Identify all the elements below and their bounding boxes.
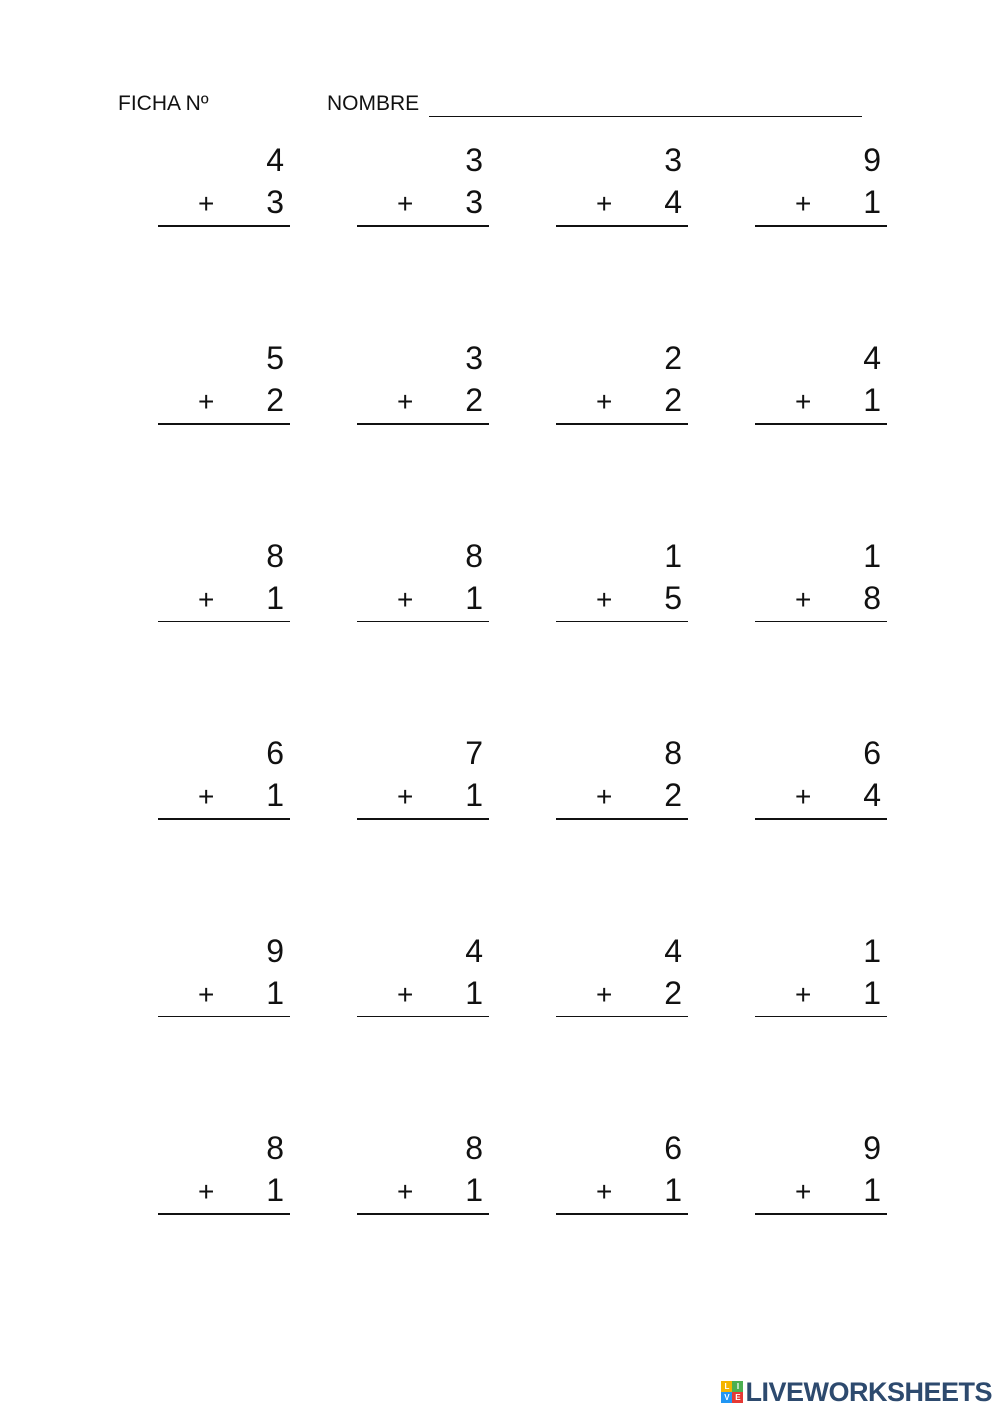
addition-problem — [158, 539, 290, 629]
answer-line[interactable] — [755, 1213, 887, 1215]
bottom-addend: 2 — [664, 382, 682, 418]
top-addend: 3 — [664, 142, 682, 178]
top-addend: 4 — [664, 933, 682, 969]
addition-problem — [357, 934, 489, 1024]
top-addend: 4 — [266, 142, 284, 178]
bottom-addend: 2 — [664, 777, 682, 813]
logo-letter: V — [721, 1392, 732, 1403]
answer-line[interactable] — [158, 1213, 290, 1215]
plus-sign: + — [596, 781, 613, 812]
answer-line[interactable] — [755, 621, 887, 622]
answer-line[interactable] — [158, 818, 290, 820]
plus-sign: + — [397, 188, 414, 219]
plus-sign: + — [596, 1176, 613, 1207]
addition-problem — [556, 736, 688, 826]
logo-letter: L — [721, 1381, 732, 1392]
top-addend: 1 — [664, 538, 682, 574]
top-addend: 9 — [863, 142, 881, 178]
answer-line[interactable] — [556, 225, 688, 227]
addition-problem — [556, 1131, 688, 1221]
answer-line[interactable] — [158, 621, 290, 622]
plus-sign: + — [397, 584, 414, 615]
logo-letter: I — [732, 1381, 743, 1392]
liveworksheets-logo — [721, 1377, 992, 1407]
addition-problem — [357, 736, 489, 826]
addition-problem — [556, 539, 688, 629]
nombre-label: NOMBRE — [327, 92, 420, 115]
plus-sign: + — [198, 781, 215, 812]
plus-sign: + — [596, 979, 613, 1010]
addition-problem — [556, 934, 688, 1024]
addition-problem — [556, 341, 688, 431]
bottom-addend: 1 — [863, 184, 881, 220]
addition-problem — [357, 341, 489, 431]
answer-line[interactable] — [755, 423, 887, 425]
plus-sign: + — [198, 188, 215, 219]
plus-sign: + — [795, 188, 812, 219]
addition-problem — [357, 1131, 489, 1221]
addition-problem — [755, 143, 887, 233]
answer-line[interactable] — [357, 621, 489, 622]
bottom-addend: 5 — [664, 580, 682, 616]
bottom-addend: 1 — [863, 1172, 881, 1208]
top-addend: 7 — [465, 735, 483, 771]
top-addend: 9 — [863, 1130, 881, 1166]
addition-problem — [158, 934, 290, 1024]
plus-sign: + — [397, 1176, 414, 1207]
logo-letter: E — [732, 1392, 743, 1403]
plus-sign: + — [596, 386, 613, 417]
bottom-addend: 4 — [863, 777, 881, 813]
top-addend: 4 — [863, 340, 881, 376]
plus-sign: + — [397, 979, 414, 1010]
top-addend: 5 — [266, 340, 284, 376]
bottom-addend: 1 — [465, 777, 483, 813]
plus-sign: + — [795, 781, 812, 812]
answer-line[interactable] — [755, 818, 887, 820]
bottom-addend: 1 — [266, 580, 284, 616]
top-addend: 1 — [863, 538, 881, 574]
top-addend: 6 — [664, 1130, 682, 1166]
plus-sign: + — [795, 1176, 812, 1207]
bottom-addend: 1 — [465, 975, 483, 1011]
bottom-addend: 3 — [266, 184, 284, 220]
top-addend: 8 — [465, 538, 483, 574]
bottom-addend: 2 — [266, 382, 284, 418]
plus-sign: + — [795, 584, 812, 615]
addition-problem — [755, 934, 887, 1024]
top-addend: 4 — [465, 933, 483, 969]
plus-sign: + — [596, 584, 613, 615]
answer-line[interactable] — [556, 423, 688, 425]
answer-line[interactable] — [556, 621, 688, 622]
addition-problem — [755, 539, 887, 629]
ficha-number-label: FICHA Nº — [118, 92, 209, 115]
top-addend: 6 — [266, 735, 284, 771]
top-addend: 2 — [664, 340, 682, 376]
answer-line[interactable] — [357, 225, 489, 227]
answer-line[interactable] — [755, 225, 887, 227]
plus-sign: + — [397, 781, 414, 812]
top-addend: 9 — [266, 933, 284, 969]
addition-problem — [556, 143, 688, 233]
top-addend: 1 — [863, 933, 881, 969]
plus-sign: + — [397, 386, 414, 417]
top-addend: 8 — [266, 538, 284, 574]
addition-problem — [357, 143, 489, 233]
answer-line[interactable] — [357, 1213, 489, 1215]
answer-line[interactable] — [357, 423, 489, 425]
plus-sign: + — [198, 584, 215, 615]
liveworksheets-logo-icon — [721, 1381, 743, 1403]
bottom-addend: 1 — [465, 580, 483, 616]
bottom-addend: 1 — [465, 1172, 483, 1208]
answer-line[interactable] — [158, 423, 290, 425]
addition-problem — [158, 143, 290, 233]
answer-line[interactable] — [556, 1016, 688, 1017]
top-addend: 8 — [465, 1130, 483, 1166]
addition-problem — [755, 736, 887, 826]
top-addend: 3 — [465, 340, 483, 376]
liveworksheets-logo-text: LIVEWORKSHEETS — [745, 1376, 992, 1407]
plus-sign: + — [198, 386, 215, 417]
plus-sign: + — [795, 979, 812, 1010]
bottom-addend: 1 — [266, 975, 284, 1011]
bottom-addend: 2 — [664, 975, 682, 1011]
bottom-addend: 1 — [266, 1172, 284, 1208]
answer-line[interactable] — [357, 1016, 489, 1017]
addition-problem — [158, 736, 290, 826]
bottom-addend: 1 — [266, 777, 284, 813]
top-addend: 3 — [465, 142, 483, 178]
addition-problem — [158, 341, 290, 431]
bottom-addend: 1 — [863, 382, 881, 418]
answer-line[interactable] — [556, 1213, 688, 1215]
bottom-addend: 1 — [664, 1172, 682, 1208]
bottom-addend: 3 — [465, 184, 483, 220]
top-addend: 6 — [863, 735, 881, 771]
answer-line[interactable] — [755, 1016, 887, 1017]
addition-problem — [755, 341, 887, 431]
plus-sign: + — [198, 1176, 215, 1207]
bottom-addend: 8 — [863, 580, 881, 616]
bottom-addend: 2 — [465, 382, 483, 418]
bottom-addend: 4 — [664, 184, 682, 220]
answer-line[interactable] — [357, 818, 489, 820]
top-addend: 8 — [664, 735, 682, 771]
plus-sign: + — [198, 979, 215, 1010]
addition-problem — [158, 1131, 290, 1221]
addition-problem — [357, 539, 489, 629]
answer-line[interactable] — [158, 1016, 290, 1017]
plus-sign: + — [795, 386, 812, 417]
plus-sign: + — [596, 188, 613, 219]
bottom-addend: 1 — [863, 975, 881, 1011]
top-addend: 8 — [266, 1130, 284, 1166]
answer-line[interactable] — [158, 225, 290, 227]
addition-problem — [755, 1131, 887, 1221]
answer-line[interactable] — [556, 818, 688, 820]
